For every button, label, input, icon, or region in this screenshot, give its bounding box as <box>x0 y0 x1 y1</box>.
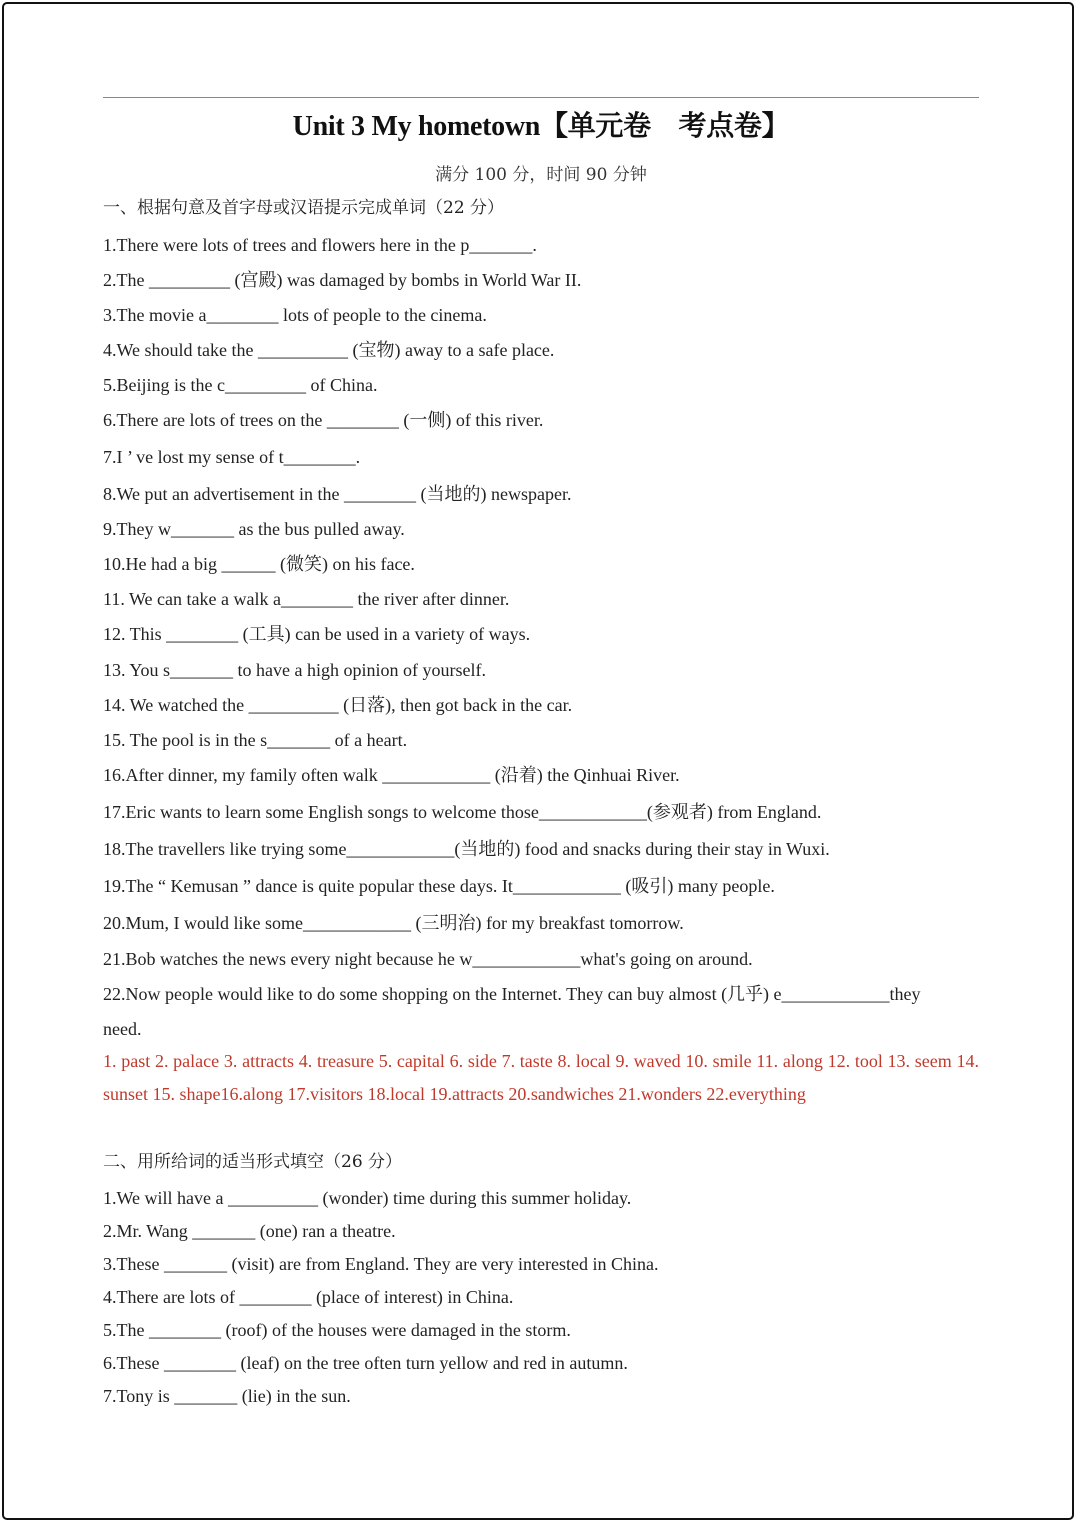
question-line: 5.The ________ (roof) of the houses were damaged in the storm. <box>103 1320 571 1340</box>
answer-key: 1. past 2. palace 3. attracts 4. treasure 5. capital 6. side 7. taste 8. local 9. waved 10. smile 11. along 12. tool 13. seem 14. sunset 15. shape16.along 17.visitors 18.local 19.attracts 20.sandwiches 21.wonders 22.everything <box>103 1051 979 1104</box>
question-line: 7.I ’ ve lost my sense of t________. <box>103 447 361 467</box>
question-line: 15. The pool is in the s_______ of a heart. <box>103 730 408 750</box>
question-line: 13. You s_______ to have a high opinion of yourself. <box>103 660 486 680</box>
question-line: 22.Now people would like to do some shopping on the Internet. They can buy almost (几乎) e____________they <box>103 984 921 1004</box>
question-line: 2.Mr. Wang _______ (one) ran a theatre. <box>103 1221 396 1241</box>
worksheet-subtitle: 满分 100 分，时间 90 分钟 <box>435 165 647 185</box>
section2-heading: 二、用所给词的适当形式填空（26 分） <box>103 1152 403 1172</box>
question-line: 11. We can take a walk a________ the river after dinner. <box>103 589 510 609</box>
question-line: 6.There are lots of trees on the ________ (一侧) of this river. <box>103 410 544 430</box>
question-line: 10.He had a big ______ (微笑) on his face. <box>103 554 415 574</box>
question-line: 17.Eric wants to learn some English songs to welcome those____________(参观者) from England. <box>103 802 822 822</box>
question-line: 12. This ________ (工具) can be used in a variety of ways. <box>103 624 531 644</box>
question-line: 3.These _______ (visit) are from England. They are very interested in China. <box>103 1254 659 1274</box>
question-line: 6.These ________ (leaf) on the tree often turn yellow and red in autumn. <box>103 1353 628 1373</box>
question-line: 2.The _________ (宫殿) was damaged by bombs in World War II. <box>103 270 582 290</box>
question-line: 8.We put an advertisement in the ________ (当地的) newspaper. <box>103 484 572 504</box>
question-line: 7.Tony is _______ (lie) in the sun. <box>103 1386 351 1406</box>
question-line: 3.The movie a________ lots of people to the cinema. <box>103 305 487 325</box>
question-line: 1.There were lots of trees and flowers here in the p_______. <box>103 235 537 255</box>
section1-heading: 一、根据句意及首字母或汉语提示完成单词（22 分） <box>103 198 505 218</box>
worksheet-title: Unit 3 My hometown【单元卷 考点卷】 <box>292 111 790 142</box>
question-line: 4.We should take the __________ (宝物) away to a safe place. <box>103 340 555 360</box>
question-line: 20.Mum, I would like some____________ (三明治) for my breakfast tomorrow. <box>103 913 684 933</box>
question-line: 14. We watched the __________ (日落), then got back in the car. <box>103 695 573 715</box>
question-line: 4.There are lots of ________ (place of interest) in China. <box>103 1287 514 1307</box>
question-line: 9.They w_______ as the bus pulled away. <box>103 519 405 539</box>
question-line: 21.Bob watches the news every night because he w____________what's going on around. <box>103 949 753 969</box>
question-line: 18.The travellers like trying some____________(当地的) food and snacks during their stay in Wuxi. <box>103 839 830 859</box>
question-line: 5.Beijing is the c_________ of China. <box>103 375 378 395</box>
question-line: 1.We will have a __________ (wonder) time during this summer holiday. <box>103 1188 632 1208</box>
question-line: 19.The “ Kemusan ” dance is quite popular these days. It____________ (吸引) many people. <box>103 876 775 896</box>
question-line: need. <box>103 1019 142 1039</box>
header-rule <box>103 97 979 98</box>
question-line: 16.After dinner, my family often walk ____________ (沿着) the Qinhuai River. <box>103 765 680 785</box>
